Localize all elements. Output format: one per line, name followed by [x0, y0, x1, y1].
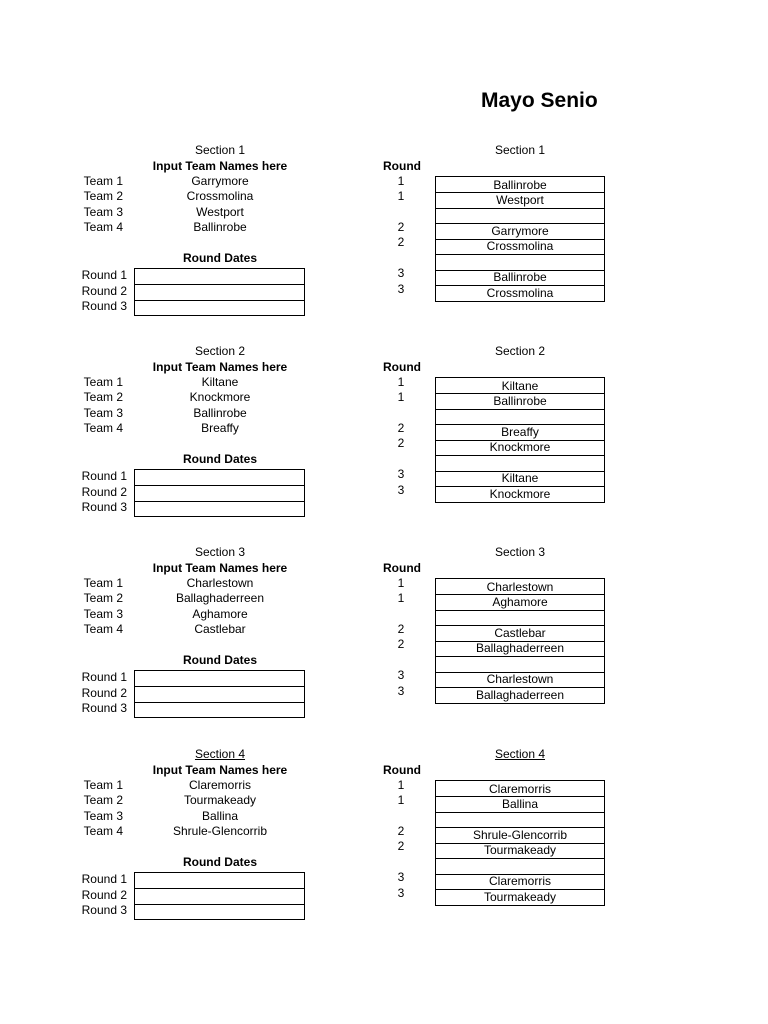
fixture-team-cell[interactable]: Ballinrobe	[435, 176, 605, 193]
team-name-cell[interactable]: Shrule-Glencorrib	[172, 824, 268, 838]
section-block-3	[0, 539, 768, 739]
team-label: Team 2	[83, 189, 123, 203]
fixture-spacer-cell[interactable]	[435, 207, 605, 224]
fixture-team-cell[interactable]: Claremorris	[435, 873, 605, 890]
input-team-names-label: Input Team Names here	[152, 763, 288, 777]
fixture-team-cell[interactable]: Castlebar	[435, 625, 605, 642]
team-label: Team 1	[83, 778, 123, 792]
team-label: Team 3	[83, 406, 123, 420]
fixture-round-number: 2	[397, 436, 405, 450]
fixture-team-cell[interactable]: Shrule-Glencorrib	[435, 827, 605, 844]
round-date-input[interactable]	[134, 469, 305, 486]
fixtures-heading: Section 1	[494, 143, 546, 157]
fixtures-heading: Section 4	[494, 747, 546, 761]
team-name-cell[interactable]: Castlebar	[194, 622, 246, 636]
fixture-round-number: 3	[397, 266, 405, 280]
team-label: Team 2	[83, 591, 123, 605]
round-date-label: Round 2	[81, 888, 127, 902]
fixture-team-cell[interactable]: Claremorris	[435, 780, 605, 797]
team-name-cell[interactable]: Ballina	[201, 809, 239, 823]
fixtures-heading: Section 2	[494, 344, 546, 358]
round-date-label: Round 2	[81, 686, 127, 700]
fixture-team-cell[interactable]: Charlestown	[435, 671, 605, 688]
round-date-input[interactable]	[134, 872, 305, 889]
section-block-1	[0, 137, 768, 337]
fixture-round-number: 1	[397, 174, 405, 188]
fixture-round-number: 1	[397, 576, 405, 590]
fixture-team-cell[interactable]: Tourmakeady	[435, 842, 605, 859]
round-date-label: Round 1	[81, 872, 127, 886]
fixture-team-cell[interactable]: Kiltane	[435, 377, 605, 394]
round-date-label: Round 1	[81, 268, 127, 282]
round-date-input[interactable]	[134, 268, 305, 285]
team-label: Team 1	[83, 576, 123, 590]
round-date-label: Round 2	[81, 284, 127, 298]
team-label: Team 2	[83, 390, 123, 404]
round-date-input[interactable]	[134, 701, 305, 718]
fixture-round-number: 2	[397, 824, 405, 838]
fixture-team-cell[interactable]: Aghamore	[435, 594, 605, 611]
fixture-team-cell[interactable]: Westport	[435, 192, 605, 209]
team-name-cell[interactable]: Crossmolina	[186, 189, 254, 203]
fixture-team-cell[interactable]: Tourmakeady	[435, 889, 605, 906]
round-dates-label: Round Dates	[182, 251, 257, 265]
fixture-round-number: 3	[397, 886, 405, 900]
round-date-input[interactable]	[134, 500, 305, 517]
fixture-round-number: 1	[397, 778, 405, 792]
round-date-label: Round 2	[81, 485, 127, 499]
fixture-team-cell[interactable]: Breaffy	[435, 424, 605, 441]
round-column-header: Round	[383, 159, 421, 173]
fixture-team-cell[interactable]: Garrymore	[435, 223, 605, 240]
section-heading: Section 1	[194, 143, 246, 157]
team-label: Team 4	[83, 421, 123, 435]
team-name-cell[interactable]: Ballinrobe	[193, 220, 247, 234]
fixture-round-number: 1	[397, 591, 405, 605]
team-name-cell[interactable]: Aghamore	[192, 607, 248, 621]
round-date-input[interactable]	[134, 670, 305, 687]
round-column-header: Round	[383, 360, 421, 374]
fixture-team-cell[interactable]: Kiltane	[435, 470, 605, 487]
team-label: Team 1	[83, 375, 123, 389]
team-label: Team 4	[83, 622, 123, 636]
fixture-team-cell[interactable]: Knockmore	[435, 486, 605, 503]
section-heading: Section 3	[194, 545, 246, 559]
round-date-label: Round 3	[81, 500, 127, 514]
fixture-round-number: 3	[397, 483, 405, 497]
round-date-label: Round 3	[81, 299, 127, 313]
fixture-team-cell[interactable]: Ballinrobe	[435, 393, 605, 410]
section-block-2	[0, 338, 768, 538]
round-date-label: Round 1	[81, 469, 127, 483]
fixture-team-cell[interactable]: Crossmolina	[435, 285, 605, 302]
fixture-spacer-cell[interactable]	[435, 408, 605, 425]
fixture-team-cell[interactable]: Crossmolina	[435, 238, 605, 255]
team-label: Team 4	[83, 824, 123, 838]
fixture-round-number: 3	[397, 467, 405, 481]
team-name-cell[interactable]: Kiltane	[201, 375, 239, 389]
fixture-round-number: 3	[397, 282, 405, 296]
team-name-cell[interactable]: Westport	[196, 205, 244, 219]
fixture-spacer-cell[interactable]	[435, 609, 605, 626]
fixture-team-cell[interactable]: Ballaghaderreen	[435, 640, 605, 657]
fixture-round-number: 1	[397, 390, 405, 404]
team-name-cell[interactable]: Knockmore	[189, 390, 251, 404]
fixture-round-number: 1	[397, 793, 405, 807]
round-dates-label: Round Dates	[182, 452, 257, 466]
round-date-label: Round 1	[81, 670, 127, 684]
fixture-round-number: 2	[397, 235, 405, 249]
round-dates-label: Round Dates	[182, 855, 257, 869]
fixture-round-number: 3	[397, 668, 405, 682]
team-name-cell[interactable]: Ballaghaderreen	[175, 591, 265, 605]
section-heading: Section 2	[194, 344, 246, 358]
fixture-round-number: 3	[397, 684, 405, 698]
team-name-cell[interactable]: Claremorris	[188, 778, 251, 792]
section-heading: Section 4	[194, 747, 246, 761]
fixture-round-number: 2	[397, 839, 405, 853]
fixture-round-number: 2	[397, 622, 405, 636]
team-label: Team 3	[83, 205, 123, 219]
round-column-header: Round	[383, 763, 421, 777]
fixture-team-cell[interactable]: Charlestown	[435, 578, 605, 595]
team-name-cell[interactable]: Breaffy	[201, 421, 239, 435]
round-date-label: Round 3	[81, 701, 127, 715]
team-name-cell[interactable]: Charlestown	[186, 576, 254, 590]
round-date-input[interactable]	[134, 299, 305, 316]
team-name-cell[interactable]: Tourmakeady	[183, 793, 257, 807]
page-title: Mayo Senio	[481, 89, 598, 112]
team-name-cell[interactable]: Garrymore	[191, 174, 249, 188]
team-label: Team 4	[83, 220, 123, 234]
fixture-round-number: 1	[397, 375, 405, 389]
team-label: Team 3	[83, 809, 123, 823]
input-team-names-label: Input Team Names here	[152, 159, 288, 173]
fixture-team-cell[interactable]: Ballina	[435, 796, 605, 813]
fixture-round-number: 1	[397, 189, 405, 203]
team-label: Team 2	[83, 793, 123, 807]
fixture-round-number: 3	[397, 870, 405, 884]
round-column-header: Round	[383, 561, 421, 575]
input-team-names-label: Input Team Names here	[152, 561, 288, 575]
fixtures-heading: Section 3	[494, 545, 546, 559]
team-label: Team 1	[83, 174, 123, 188]
fixture-spacer-cell[interactable]	[435, 811, 605, 828]
fixture-team-cell[interactable]: Ballinrobe	[435, 269, 605, 286]
fixture-team-cell[interactable]: Ballaghaderreen	[435, 687, 605, 704]
input-team-names-label: Input Team Names here	[152, 360, 288, 374]
team-label: Team 3	[83, 607, 123, 621]
section-block-4	[0, 741, 768, 941]
round-date-label: Round 3	[81, 903, 127, 917]
round-dates-label: Round Dates	[182, 653, 257, 667]
fixture-round-number: 2	[397, 421, 405, 435]
fixture-round-number: 2	[397, 637, 405, 651]
fixture-round-number: 2	[397, 220, 405, 234]
team-name-cell[interactable]: Ballinrobe	[193, 406, 247, 420]
round-date-input[interactable]	[134, 903, 305, 920]
fixture-team-cell[interactable]: Knockmore	[435, 439, 605, 456]
